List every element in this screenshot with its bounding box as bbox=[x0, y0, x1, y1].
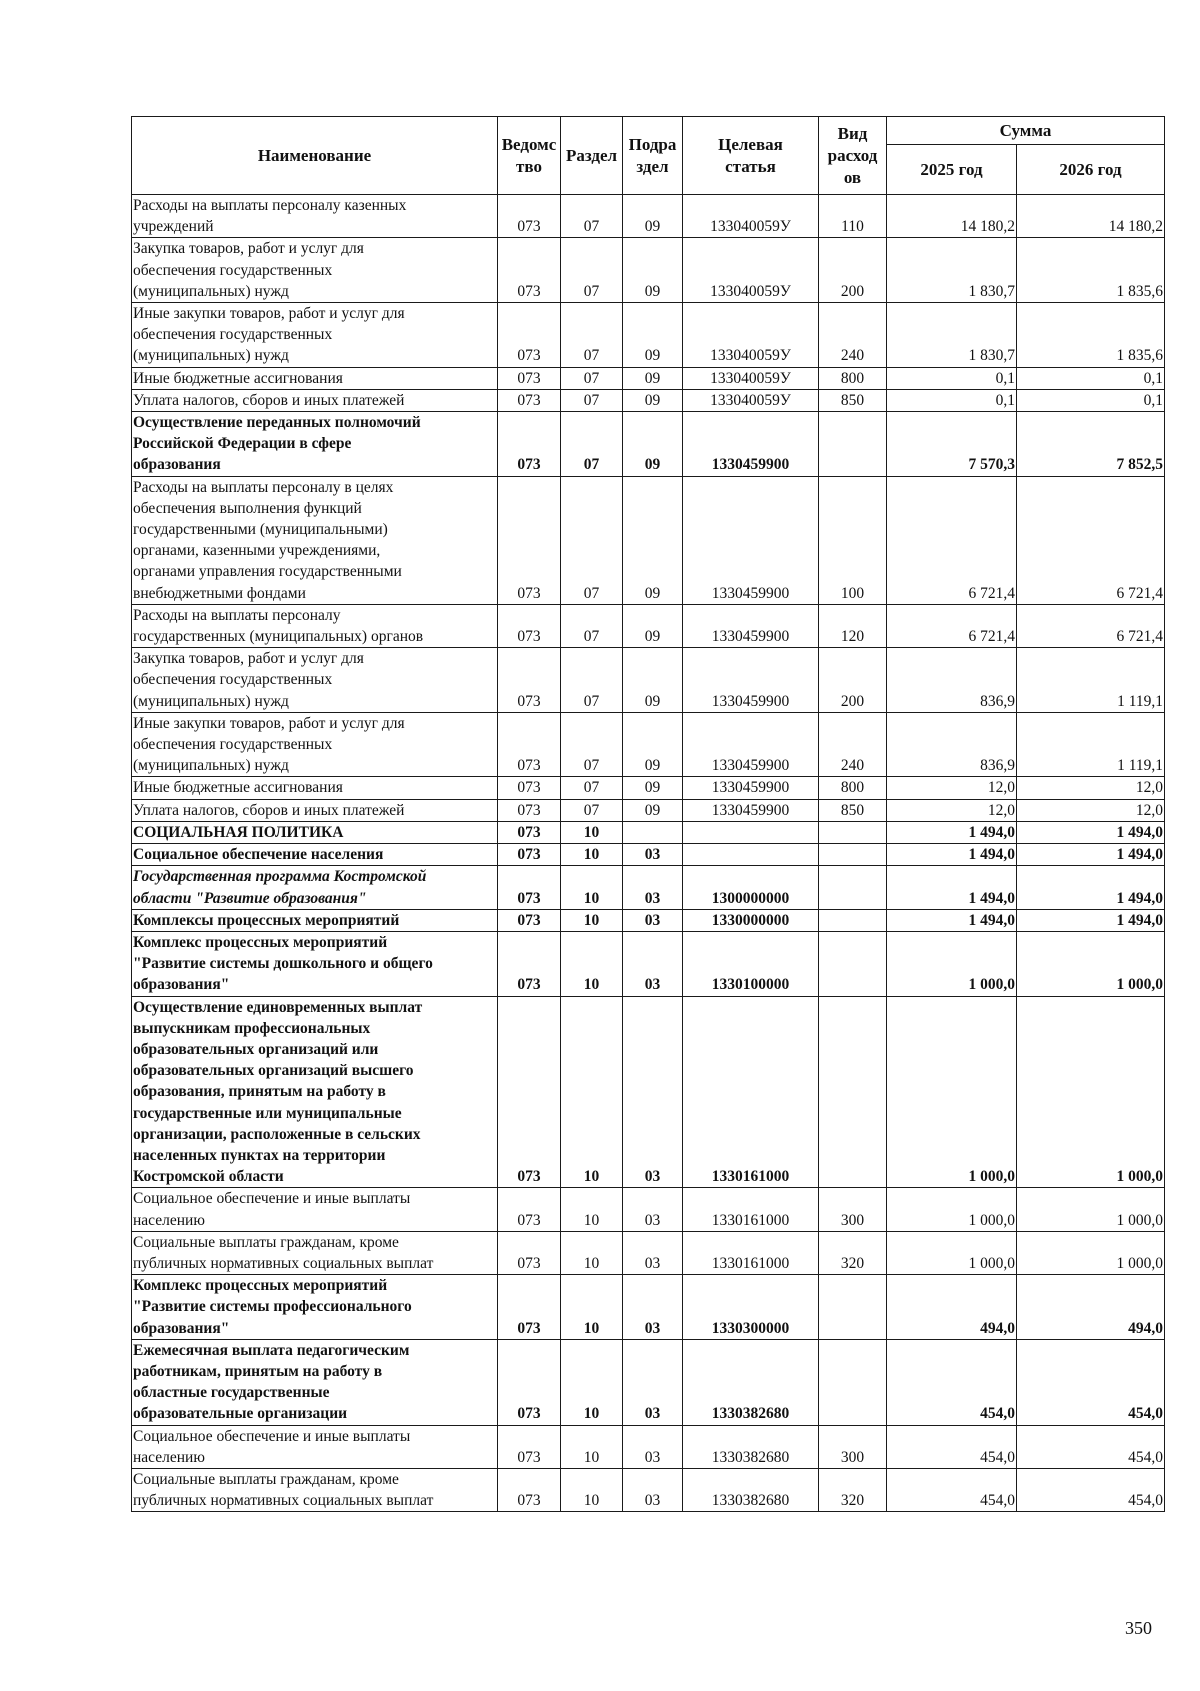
cell-target: 1330161000 bbox=[683, 1188, 819, 1231]
table-row bbox=[132, 1231, 1165, 1274]
cell-name: Иные закупки товаров, работ и услуг для обеспечения государственных (муниципальных) нужд bbox=[132, 303, 498, 368]
table-row bbox=[132, 1275, 1165, 1340]
cell-vedomstvo: 073 bbox=[498, 996, 561, 1188]
cell-sum-2025: 6 721,4 bbox=[887, 604, 1017, 647]
cell-vedomstvo: 073 bbox=[498, 1231, 561, 1274]
cell-sum-2025: 1 494,0 bbox=[887, 866, 1017, 909]
cell-podrazdel: 03 bbox=[623, 1188, 683, 1231]
cell-vid: 320 bbox=[819, 1468, 887, 1511]
cell-target: 1330382680 bbox=[683, 1339, 819, 1425]
cell-sum-2025: 454,0 bbox=[887, 1468, 1017, 1511]
cell-vedomstvo: 073 bbox=[498, 367, 561, 389]
cell-vid: 800 bbox=[819, 367, 887, 389]
cell-razdel: 10 bbox=[561, 866, 623, 909]
cell-target bbox=[683, 821, 819, 843]
cell-sum-2026: 14 180,2 bbox=[1017, 195, 1165, 238]
cell-vid: 300 bbox=[819, 1188, 887, 1231]
cell-podrazdel: 03 bbox=[623, 996, 683, 1188]
cell-sum-2026: 1 494,0 bbox=[1017, 844, 1165, 866]
cell-podrazdel: 03 bbox=[623, 1468, 683, 1511]
cell-podrazdel: 03 bbox=[623, 844, 683, 866]
cell-razdel: 07 bbox=[561, 712, 623, 777]
cell-vedomstvo: 073 bbox=[498, 412, 561, 477]
cell-vid bbox=[819, 931, 887, 996]
cell-razdel: 10 bbox=[561, 1231, 623, 1274]
cell-vid: 110 bbox=[819, 195, 887, 238]
cell-podrazdel: 03 bbox=[623, 909, 683, 931]
cell-target: 1300000000 bbox=[683, 866, 819, 909]
table-row bbox=[132, 195, 1165, 238]
header-2025: 2025 год bbox=[887, 145, 1017, 195]
cell-sum-2026: 1 000,0 bbox=[1017, 996, 1165, 1188]
cell-sum-2025: 494,0 bbox=[887, 1275, 1017, 1340]
cell-sum-2026: 1 835,6 bbox=[1017, 238, 1165, 303]
cell-podrazdel: 03 bbox=[623, 1231, 683, 1274]
cell-sum-2025: 12,0 bbox=[887, 777, 1017, 799]
cell-vedomstvo: 073 bbox=[498, 389, 561, 411]
header-razdel: Раздел bbox=[561, 117, 623, 195]
cell-name: Иные закупки товаров, работ и услуг для обеспечения государственных (муниципальных) нужд bbox=[132, 712, 498, 777]
table-row bbox=[132, 1468, 1165, 1511]
cell-razdel: 10 bbox=[561, 996, 623, 1188]
cell-razdel: 07 bbox=[561, 799, 623, 821]
cell-razdel: 07 bbox=[561, 648, 623, 713]
header-target: Целевая статья bbox=[683, 117, 819, 195]
table-row bbox=[132, 996, 1165, 1188]
cell-sum-2026: 6 721,4 bbox=[1017, 604, 1165, 647]
cell-name: Социальные выплаты гражданам, кроме публичных нормативных социальных выплат bbox=[132, 1231, 498, 1274]
cell-target: 1330161000 bbox=[683, 1231, 819, 1274]
cell-name: Расходы на выплаты персоналу в целях обеспечения выполнения функций государственными (муниципальными) органами, казенными учреждениями, органами управления государственными внебюджетными фондами bbox=[132, 476, 498, 604]
cell-vedomstvo: 073 bbox=[498, 476, 561, 604]
cell-vid bbox=[819, 412, 887, 477]
cell-sum-2026: 1 119,1 bbox=[1017, 712, 1165, 777]
cell-vedomstvo: 073 bbox=[498, 909, 561, 931]
cell-podrazdel: 09 bbox=[623, 476, 683, 604]
cell-razdel: 07 bbox=[561, 412, 623, 477]
table-row bbox=[132, 712, 1165, 777]
cell-target: 133040059У bbox=[683, 303, 819, 368]
table-row bbox=[132, 821, 1165, 843]
cell-vid: 240 bbox=[819, 303, 887, 368]
cell-razdel: 07 bbox=[561, 303, 623, 368]
cell-vid bbox=[819, 996, 887, 1188]
table-row bbox=[132, 604, 1165, 647]
cell-name: Осуществление переданных полномочий Российской Федерации в сфере образования bbox=[132, 412, 498, 477]
cell-sum-2026: 454,0 bbox=[1017, 1339, 1165, 1425]
cell-sum-2025: 1 000,0 bbox=[887, 996, 1017, 1188]
cell-target: 133040059У bbox=[683, 367, 819, 389]
cell-target: 1330459900 bbox=[683, 799, 819, 821]
cell-sum-2026: 12,0 bbox=[1017, 799, 1165, 821]
page-number: 350 bbox=[1125, 1618, 1152, 1638]
cell-sum-2025: 0,1 bbox=[887, 367, 1017, 389]
table-row bbox=[132, 367, 1165, 389]
cell-target: 1330161000 bbox=[683, 996, 819, 1188]
cell-razdel: 07 bbox=[561, 389, 623, 411]
cell-razdel: 10 bbox=[561, 909, 623, 931]
cell-razdel: 10 bbox=[561, 1468, 623, 1511]
cell-name: Закупка товаров, работ и услуг для обеспечения государственных (муниципальных) нужд bbox=[132, 648, 498, 713]
cell-sum-2026: 1 494,0 bbox=[1017, 909, 1165, 931]
cell-vid bbox=[819, 1275, 887, 1340]
header-summa: Сумма bbox=[887, 117, 1165, 145]
cell-podrazdel: 03 bbox=[623, 1275, 683, 1340]
cell-vid bbox=[819, 1339, 887, 1425]
cell-sum-2025: 454,0 bbox=[887, 1425, 1017, 1468]
cell-podrazdel: 03 bbox=[623, 1425, 683, 1468]
cell-sum-2025: 1 830,7 bbox=[887, 238, 1017, 303]
cell-sum-2026: 1 000,0 bbox=[1017, 931, 1165, 996]
table-row bbox=[132, 844, 1165, 866]
table-row bbox=[132, 931, 1165, 996]
cell-vid: 320 bbox=[819, 1231, 887, 1274]
table-row bbox=[132, 1425, 1165, 1468]
cell-target: 1330382680 bbox=[683, 1425, 819, 1468]
cell-podrazdel: 09 bbox=[623, 195, 683, 238]
table-body bbox=[132, 195, 1165, 1512]
cell-razdel: 10 bbox=[561, 844, 623, 866]
cell-sum-2025: 836,9 bbox=[887, 648, 1017, 713]
cell-sum-2025: 1 000,0 bbox=[887, 931, 1017, 996]
cell-name: Социальное обеспечение населения bbox=[132, 844, 498, 866]
header-vid: Вид расход ов bbox=[819, 117, 887, 195]
cell-vedomstvo: 073 bbox=[498, 821, 561, 843]
table-header bbox=[132, 117, 1165, 195]
cell-sum-2025: 1 494,0 bbox=[887, 821, 1017, 843]
cell-podrazdel: 03 bbox=[623, 866, 683, 909]
cell-sum-2026: 0,1 bbox=[1017, 389, 1165, 411]
cell-podrazdel: 09 bbox=[623, 799, 683, 821]
cell-sum-2026: 454,0 bbox=[1017, 1425, 1165, 1468]
cell-sum-2025: 836,9 bbox=[887, 712, 1017, 777]
cell-vid bbox=[819, 821, 887, 843]
cell-sum-2026: 6 721,4 bbox=[1017, 476, 1165, 604]
cell-razdel: 10 bbox=[561, 1339, 623, 1425]
cell-name: Уплата налогов, сборов и иных платежей bbox=[132, 389, 498, 411]
cell-name: Социальные выплаты гражданам, кроме публичных нормативных социальных выплат bbox=[132, 1468, 498, 1511]
cell-target: 1330000000 bbox=[683, 909, 819, 931]
cell-name: Закупка товаров, работ и услуг для обеспечения государственных (муниципальных) нужд bbox=[132, 238, 498, 303]
cell-sum-2025: 12,0 bbox=[887, 799, 1017, 821]
cell-vedomstvo: 073 bbox=[498, 799, 561, 821]
cell-sum-2025: 7 570,3 bbox=[887, 412, 1017, 477]
cell-target: 1330459900 bbox=[683, 712, 819, 777]
cell-target: 133040059У bbox=[683, 195, 819, 238]
cell-razdel: 10 bbox=[561, 821, 623, 843]
cell-sum-2025: 1 000,0 bbox=[887, 1188, 1017, 1231]
cell-podrazdel: 09 bbox=[623, 712, 683, 777]
cell-podrazdel: 03 bbox=[623, 1339, 683, 1425]
cell-target: 1330100000 bbox=[683, 931, 819, 996]
cell-razdel: 10 bbox=[561, 1188, 623, 1231]
cell-name: Ежемесячная выплата педагогическим работникам, принятым на работу в областные государственные образовательные организации bbox=[132, 1339, 498, 1425]
cell-name: Социальное обеспечение и иные выплаты населению bbox=[132, 1425, 498, 1468]
cell-razdel: 10 bbox=[561, 1425, 623, 1468]
cell-razdel: 07 bbox=[561, 604, 623, 647]
cell-vedomstvo: 073 bbox=[498, 1339, 561, 1425]
cell-vid: 300 bbox=[819, 1425, 887, 1468]
cell-razdel: 10 bbox=[561, 931, 623, 996]
cell-name: Иные бюджетные ассигнования bbox=[132, 777, 498, 799]
cell-sum-2025: 1 830,7 bbox=[887, 303, 1017, 368]
table-row bbox=[132, 238, 1165, 303]
cell-vid: 120 bbox=[819, 604, 887, 647]
cell-target: 1330459900 bbox=[683, 412, 819, 477]
cell-vedomstvo: 073 bbox=[498, 1425, 561, 1468]
cell-sum-2026: 1 000,0 bbox=[1017, 1231, 1165, 1274]
cell-vid: 850 bbox=[819, 799, 887, 821]
cell-razdel: 10 bbox=[561, 1275, 623, 1340]
cell-sum-2026: 454,0 bbox=[1017, 1468, 1165, 1511]
cell-name: Комплекс процессных мероприятий "Развитие системы дошкольного и общего образования" bbox=[132, 931, 498, 996]
cell-razdel: 07 bbox=[561, 367, 623, 389]
cell-razdel: 07 bbox=[561, 195, 623, 238]
cell-vedomstvo: 073 bbox=[498, 931, 561, 996]
cell-podrazdel: 09 bbox=[623, 367, 683, 389]
cell-target: 133040059У bbox=[683, 238, 819, 303]
table-row bbox=[132, 412, 1165, 477]
cell-sum-2025: 454,0 bbox=[887, 1339, 1017, 1425]
cell-target: 133040059У bbox=[683, 389, 819, 411]
cell-razdel: 07 bbox=[561, 476, 623, 604]
cell-vid bbox=[819, 844, 887, 866]
cell-podrazdel: 09 bbox=[623, 303, 683, 368]
cell-vid: 850 bbox=[819, 389, 887, 411]
table-row bbox=[132, 476, 1165, 604]
cell-vedomstvo: 073 bbox=[498, 1188, 561, 1231]
cell-sum-2026: 1 000,0 bbox=[1017, 1188, 1165, 1231]
cell-podrazdel: 03 bbox=[623, 931, 683, 996]
cell-sum-2026: 0,1 bbox=[1017, 367, 1165, 389]
cell-sum-2026: 1 835,6 bbox=[1017, 303, 1165, 368]
budget-table bbox=[131, 116, 1165, 1512]
cell-podrazdel: 09 bbox=[623, 604, 683, 647]
cell-vedomstvo: 073 bbox=[498, 238, 561, 303]
header-name: Наименование bbox=[132, 117, 498, 195]
table-row bbox=[132, 777, 1165, 799]
cell-name: СОЦИАЛЬНАЯ ПОЛИТИКА bbox=[132, 821, 498, 843]
cell-sum-2025: 1 494,0 bbox=[887, 909, 1017, 931]
cell-sum-2026: 7 852,5 bbox=[1017, 412, 1165, 477]
table-row bbox=[132, 1188, 1165, 1231]
header-podrazdel: Подра здел bbox=[623, 117, 683, 195]
cell-vedomstvo: 073 bbox=[498, 712, 561, 777]
cell-vid bbox=[819, 909, 887, 931]
cell-target: 1330459900 bbox=[683, 604, 819, 647]
cell-vedomstvo: 073 bbox=[498, 844, 561, 866]
cell-sum-2026: 1 494,0 bbox=[1017, 821, 1165, 843]
cell-vid: 200 bbox=[819, 648, 887, 713]
cell-target: 1330300000 bbox=[683, 1275, 819, 1340]
cell-sum-2026: 12,0 bbox=[1017, 777, 1165, 799]
cell-vid: 800 bbox=[819, 777, 887, 799]
cell-target bbox=[683, 844, 819, 866]
cell-vedomstvo: 073 bbox=[498, 303, 561, 368]
cell-sum-2026: 1 119,1 bbox=[1017, 648, 1165, 713]
table-row bbox=[132, 909, 1165, 931]
cell-vedomstvo: 073 bbox=[498, 777, 561, 799]
header-2026: 2026 год bbox=[1017, 145, 1165, 195]
cell-sum-2025: 14 180,2 bbox=[887, 195, 1017, 238]
cell-vedomstvo: 073 bbox=[498, 604, 561, 647]
cell-sum-2026: 1 494,0 bbox=[1017, 866, 1165, 909]
cell-vid: 240 bbox=[819, 712, 887, 777]
cell-sum-2025: 1 494,0 bbox=[887, 844, 1017, 866]
cell-name: Иные бюджетные ассигнования bbox=[132, 367, 498, 389]
cell-target: 1330459900 bbox=[683, 476, 819, 604]
table-row bbox=[132, 1339, 1165, 1425]
cell-vid bbox=[819, 866, 887, 909]
cell-podrazdel bbox=[623, 821, 683, 843]
cell-vedomstvo: 073 bbox=[498, 1275, 561, 1340]
cell-name: Осуществление единовременных выплат выпускникам профессиональных образовательных организаций или образовательных организаций высшего образования, принятым на работу в государственные или муниципальные организации, расположенные в сельских населенных пунктах на территории Костромской области bbox=[132, 996, 498, 1188]
cell-podrazdel: 09 bbox=[623, 238, 683, 303]
cell-podrazdel: 09 bbox=[623, 412, 683, 477]
cell-target: 1330459900 bbox=[683, 777, 819, 799]
cell-name: Расходы на выплаты персоналу казенных учреждений bbox=[132, 195, 498, 238]
table-row bbox=[132, 389, 1165, 411]
cell-sum-2025: 6 721,4 bbox=[887, 476, 1017, 604]
table-row bbox=[132, 866, 1165, 909]
cell-vedomstvo: 073 bbox=[498, 1468, 561, 1511]
cell-name: Социальное обеспечение и иные выплаты населению bbox=[132, 1188, 498, 1231]
header-vedomstvo: Ведомс тво bbox=[498, 117, 561, 195]
table-row bbox=[132, 303, 1165, 368]
cell-vedomstvo: 073 bbox=[498, 866, 561, 909]
cell-vedomstvo: 073 bbox=[498, 648, 561, 713]
cell-name: Уплата налогов, сборов и иных платежей bbox=[132, 799, 498, 821]
cell-target: 1330382680 bbox=[683, 1468, 819, 1511]
cell-name: Комплекс процессных мероприятий "Развитие системы профессионального образования" bbox=[132, 1275, 498, 1340]
cell-podrazdel: 09 bbox=[623, 648, 683, 713]
cell-vedomstvo: 073 bbox=[498, 195, 561, 238]
table-row bbox=[132, 799, 1165, 821]
cell-sum-2025: 0,1 bbox=[887, 389, 1017, 411]
cell-vid: 200 bbox=[819, 238, 887, 303]
cell-razdel: 07 bbox=[561, 238, 623, 303]
table-row bbox=[132, 648, 1165, 713]
cell-podrazdel: 09 bbox=[623, 777, 683, 799]
cell-podrazdel: 09 bbox=[623, 389, 683, 411]
cell-target: 1330459900 bbox=[683, 648, 819, 713]
cell-sum-2026: 494,0 bbox=[1017, 1275, 1165, 1340]
cell-sum-2025: 1 000,0 bbox=[887, 1231, 1017, 1274]
cell-name: Государственная программа Костромской области "Развитие образования" bbox=[132, 866, 498, 909]
cell-name: Расходы на выплаты персоналу государственных (муниципальных) органов bbox=[132, 604, 498, 647]
cell-razdel: 07 bbox=[561, 777, 623, 799]
cell-vid: 100 bbox=[819, 476, 887, 604]
cell-name: Комплексы процессных мероприятий bbox=[132, 909, 498, 931]
